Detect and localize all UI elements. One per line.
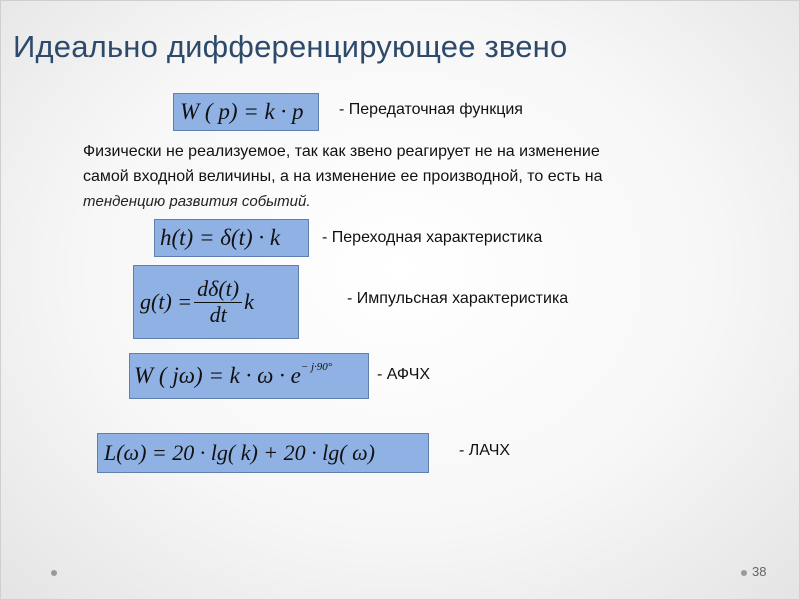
footer-dot-left — [51, 570, 57, 576]
afch-label: - АФЧХ — [377, 366, 431, 383]
impulse-response-label: - Импульсная характеристика — [347, 290, 569, 307]
step-response-formula — [154, 219, 309, 257]
slide-number: 38 — [752, 564, 767, 579]
impulse-response-numerator: dδ(t) — [194, 277, 242, 302]
afch-expression: W ( jω) = k · ω · e — [134, 363, 301, 388]
footer-dot-right — [741, 570, 747, 576]
description-line-1: Физически не реализуемое, так как звено реагирует не на изменение — [83, 143, 600, 160]
description-paragraph — [83, 139, 743, 214]
impulse-response-lhs: g(t) = — [140, 289, 193, 314]
transfer-function-label: - Передаточная функция — [339, 101, 523, 118]
step-response-expression: h(t) = δ(t) · k — [160, 225, 281, 250]
impulse-response-denominator: dt — [209, 301, 227, 327]
impulse-response-formula — [133, 265, 299, 339]
description-line-2: самой входной величины, а на изменение ее производной, то есть на — [83, 168, 603, 185]
lach-expression: L(ω) = 20 · lg( k) + 20 · lg( ω) — [104, 440, 375, 465]
lach-formula — [97, 433, 429, 473]
description-line-3: тенденцию развития событий. — [83, 193, 311, 210]
slide-title: Идеально дифференцирующее звено — [13, 29, 568, 64]
transfer-function-expression: W ( p) = k · p — [180, 99, 304, 124]
lach-label: - ЛАЧХ — [459, 442, 511, 459]
step-response-label: - Переходная характеристика — [322, 229, 543, 246]
impulse-response-fraction — [194, 277, 242, 326]
afch-formula — [129, 353, 369, 399]
afch-exponent: − j·90° — [300, 361, 333, 373]
impulse-response-rhs: k — [244, 289, 254, 314]
transfer-function-formula — [173, 93, 319, 131]
